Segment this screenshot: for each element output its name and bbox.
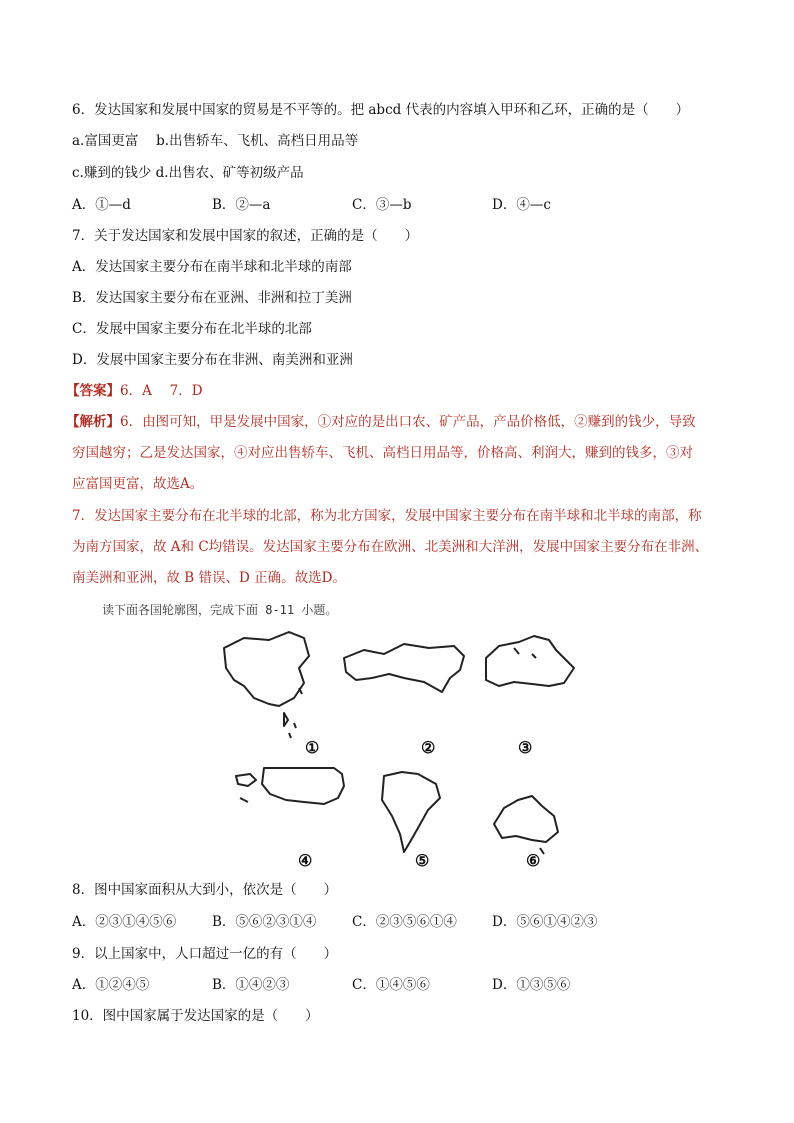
q9-stem: 9．以上国家中，人口超过一亿的有（ ） <box>72 946 338 962</box>
q7-option-c: C．发展中国家主要分布在北半球的北部 <box>72 321 312 337</box>
q6-line-cd: c.赚到的钱少 d.出售农、矿等初级产品 <box>72 165 304 181</box>
q9-option-c: C．①④⑤⑥ <box>352 977 430 993</box>
canada-outline-icon <box>486 636 574 686</box>
map-label-4: ④ <box>298 851 313 870</box>
analysis-line-5: 为南方国家，故 A和 C均错误。发达国家主要分布在欧洲、北美洲和大洋洲，发展中国家主要分布在非洲、 <box>72 539 709 555</box>
map-label-1: ① <box>305 738 320 757</box>
usa-outline-icon <box>236 768 344 804</box>
q6-option-c: C．③—b <box>352 197 412 213</box>
q9-option-d: D．①③⑤⑥ <box>492 977 571 993</box>
answer-text: 6．A 7．D <box>120 383 203 399</box>
q6-line-ab: a.富国更富 b.出售轿车、飞机、高档日用品等 <box>72 133 359 149</box>
q6-option-d: D．④—c <box>492 197 551 213</box>
q7-stem: 7．关于发达国家和发展中国家的叙述，正确的是（ ） <box>72 228 419 244</box>
map-label-2: ② <box>421 738 436 757</box>
analysis-line-6: 南美洲和亚洲，故 B 错误、D 正确。故选D。 <box>72 570 346 586</box>
q8-stem: 8．图中国家面积从大到小，依次是（ ） <box>72 882 338 898</box>
analysis-text-1: 6．由图可知，甲是发展中国家，①对应的是出口农、矿产品，产品价格低，②赚到的钱少，导致 <box>120 414 696 430</box>
q9-option-b: B．①④②③ <box>212 977 290 993</box>
map-label-6: ⑥ <box>526 851 541 870</box>
q8-option-b: B．⑤⑥②③①④ <box>212 914 317 930</box>
analysis-line-2: 穷国越穷；乙是发达国家，④对应出售轿车、飞机、高档日用品等，价格高、利润大，赚到的钱多，③对 <box>72 445 693 461</box>
q7-option-d: D．发展中国家主要分布在非洲、南美洲和亚洲 <box>72 352 353 368</box>
analysis-line-1 <box>66 412 696 432</box>
map-label-3: ③ <box>518 738 533 757</box>
answer-line <box>66 381 203 401</box>
answer-tag: 【答案】 <box>66 383 120 399</box>
analysis-tag: 【解析】 <box>66 414 120 430</box>
q6-option-a: A．①—d <box>72 197 131 213</box>
q6-stem: 6．发达国家和发展中国家的贸易是不平等的。把 abcd 代表的内容填入甲环和乙环，正确的是（ ） <box>72 102 690 118</box>
map-intro: 读下面各国轮廓图，完成下面 8-11 小题。 <box>102 603 338 617</box>
q9-option-a: A．①②④⑤ <box>72 977 150 993</box>
q8-option-c: C．②③⑤⑥①④ <box>352 914 457 930</box>
australia-outline-icon <box>494 796 558 854</box>
q7-option-b: B．发达国家主要分布在亚洲、非洲和拉丁美洲 <box>72 290 352 306</box>
q8-option-a: A．②③①④⑤⑥ <box>72 914 177 930</box>
russia-outline-icon <box>344 644 464 692</box>
q7-option-a: A．发达国家主要分布在南半球和北半球的南部 <box>72 259 352 275</box>
brazil-outline-icon <box>382 772 440 852</box>
analysis-line-4: 7．发达国家主要分布在北半球的北部，称为北方国家，发展中国家主要分布在南半球和北半球的南部，称 <box>72 508 702 524</box>
q10-stem: 10．图中国家属于发达国家的是（ ） <box>72 1008 319 1024</box>
q6-option-b: B．②—a <box>212 197 271 213</box>
analysis-line-3: 应富国更富，故选A。 <box>72 476 204 492</box>
china-outline-icon <box>224 632 309 738</box>
map-label-5: ⑤ <box>415 851 430 870</box>
q8-option-d: D．⑤⑥①④②③ <box>492 914 598 930</box>
country-outlines-figure <box>214 628 594 873</box>
